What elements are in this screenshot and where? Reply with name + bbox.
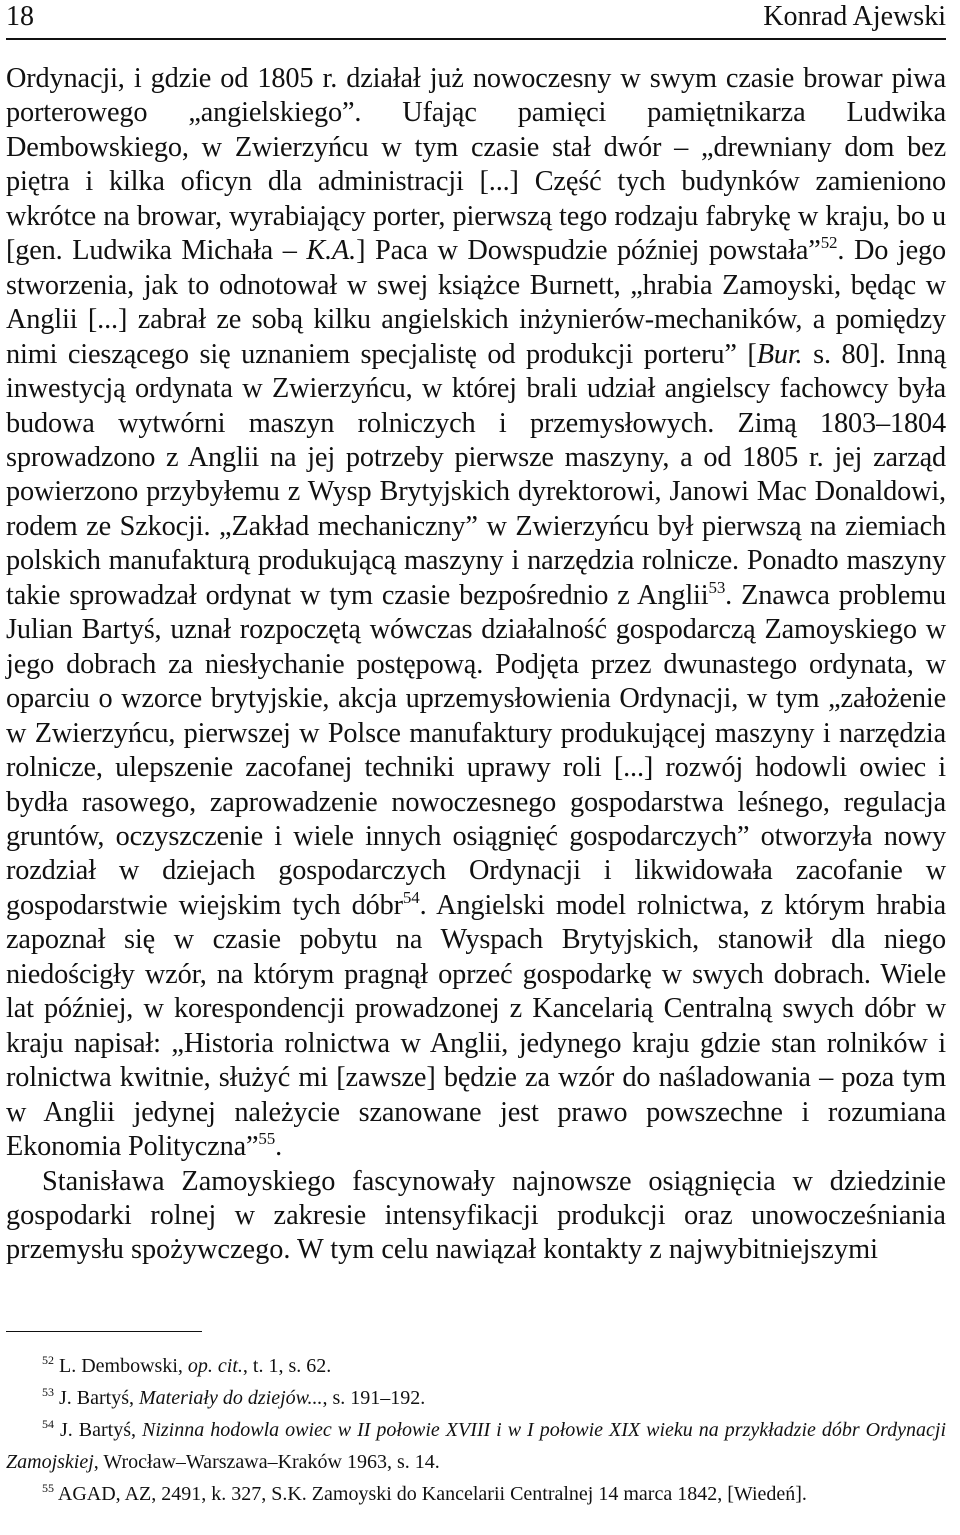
footnote-number: 54 — [42, 1417, 54, 1432]
footnote-separator — [6, 1331, 202, 1332]
paragraph-2: Stanisława Zamoyskiego fascynowały najnowsze osiągnięcia w dziedzinie gospodarki rolnej w zakresie intensyfikacji produkcji oraz unowocześniania przemysłu spożywczego. W tym celu nawiązał kontakty z najwybitniejszymi — [6, 1165, 946, 1266]
footnote-text: L. Dembowski, — [54, 1355, 188, 1377]
footnote-text: J. Bartyś, — [54, 1419, 142, 1441]
italic-initials: K.A. — [306, 235, 357, 267]
footnote-italic: Materiały do dziejów... — [139, 1387, 323, 1409]
footnote-number: 55 — [42, 1481, 54, 1496]
text-segment: . Do jego stworzenia, jak to odnotował w swej książce Burnett, „hrabia Zamoyski, będąc w Anglii [...] zabrał ze sobą kilku angielskich inżynierów-mechaników, a pomiędzy nimi cieszącego się uznaniem specjalistę od produkcji porteru” [ — [6, 235, 946, 370]
footnote-text: , t. 1, s. 62. — [242, 1355, 332, 1377]
footnote-text: AGAD, AZ, 2491, k. 327, S.K. Zamoyski do Kancelarii Centralnej 14 marca 1842, [Wiedeń]. — [54, 1483, 807, 1505]
footnote-text: , Wrocław–Warszawa–Kraków 1963, s. 14. — [93, 1451, 440, 1473]
footnote-ref-52: 52 — [820, 233, 838, 253]
footnote-number: 52 — [42, 1353, 54, 1368]
footnote-ref-53: 53 — [708, 577, 726, 597]
paragraph-1 — [6, 62, 946, 1165]
page-number: 18 — [6, 1, 34, 32]
text-segment: . Angielski model rolnictwa, z którym hrabia zapoznał się w czasie pobytu na Wyspach Brytyjskich, stanowił dla niego niedościgły wzór, na którym pragnął oprzeć gospodarkę w swych dobrach. Wiele lat później, w korespondencji prowadzonej z Kancelarią Centralną swych dóbr w kraju napisał: „Historia rolnictwa w Anglii, jedynego kraju gdzie stan rolników i rolnictwa kwitnie, służyć mi [zawsze] będzie za wzór do naśladowania – poza tym w Anglii jedynej należycie szanowane jest prawo powszechne i rozumiana Ekonomia Polityczna” — [6, 889, 946, 1163]
footnote-ref-55: 55 — [258, 1129, 276, 1149]
footnote-52 — [6, 1350, 946, 1382]
footnote-italic: op. cit. — [187, 1355, 243, 1377]
footnote-53 — [6, 1382, 946, 1414]
footnote-italic: Nizinna hodowla owiec w II połowie XVIII i w I połowie XIX wieku na przykładzie dóbr Ordynacji Zamojskiej — [6, 1419, 947, 1473]
text-segment: s. 80]. Inną inwestycją ordynata w Zwierzyńcu, w której brali udział angielscy fachowcy była budowa wytwórni maszyn rolniczych i przemysłowych. Zimą 1803–1804 sprowadzono z Anglii na jej potrzeby pierwsze maszyny, a od 1805 r. jej zarząd powierzono przybyłemu z Wysp Brytyjskich dyrektorowi, Janowi Mac Donaldowi, rodem ze Szkocji. „Zakład mechaniczny” w Zwierzyńcu był pierwszą na ziemiach polskich manufakturą produkującą maszyny i narzędzia rolnicze. Ponadto maszyny takie sprowadzał ordynat w tym czasie bezpośrednio z Anglii — [6, 338, 946, 611]
footnote-text: J. Bartyś, — [54, 1387, 139, 1409]
footnotes — [6, 1350, 946, 1510]
italic-citation: Bur. — [756, 338, 803, 370]
text-segment: Ordynacji, i gdzie od 1805 r. działał już nowoczesny w swym czasie browar piwa porterowego „angielskiego”. Ufając pamięci pamiętnikarza Ludwika Dembowskiego, w Zwierzyńcu w tym czasie stał dwór – „drewniany dom bez piętra i kilka oficyn dla administracji [...] Część tych budynków zamieniono wkrótce na browar, wyrabiający porter, pierwszą tego rodzaju fabrykę w kraju, bo u [gen. Ludwika Michała – — [6, 63, 946, 267]
page-header — [6, 0, 946, 40]
footnote-ref-54: 54 — [402, 887, 420, 907]
footnote-text: , s. 191–192. — [322, 1387, 426, 1409]
text-segment: . — [275, 1131, 282, 1163]
main-text — [6, 62, 946, 1268]
text-segment: . Znawca problemu Julian Bartyś, uznał rozpoczętą wówczas działalność gospodarczą Zamoyskiego w jego dobrach za niesłychanie postępową. Podjęta przez dwunastego ordynata, w oparciu o wzorce brytyjskie, akcja uprzemysłowienia Ordynacji, w tym „założenie w Zwierzyńcu, pierwszej w Polsce manufaktury produkującej maszyny i narzędzia rolnicze, ulepszenie zacofanej techniki uprawy roli [...] rozwój hodowli owiec i bydła rasowego, zaprowadzenie nowoczesnego gospodarstwa leśnego, regulacja gruntów, oczyszczenie i wiele innych osiągnięć gospodarczych” otworzyła nowy rozdział w dziejach gospodarczych Ordynacji i likwidowała zacofanie w gospodarstwie wiejskim tych dóbr — [6, 579, 946, 921]
footnote-number: 53 — [42, 1385, 54, 1400]
running-head-author: Konrad Ajewski — [763, 1, 946, 32]
text-segment: ] Paca w Dowspudzie później powstała” — [356, 235, 821, 267]
footnote-54 — [6, 1414, 946, 1478]
footnote-55 — [6, 1478, 946, 1510]
